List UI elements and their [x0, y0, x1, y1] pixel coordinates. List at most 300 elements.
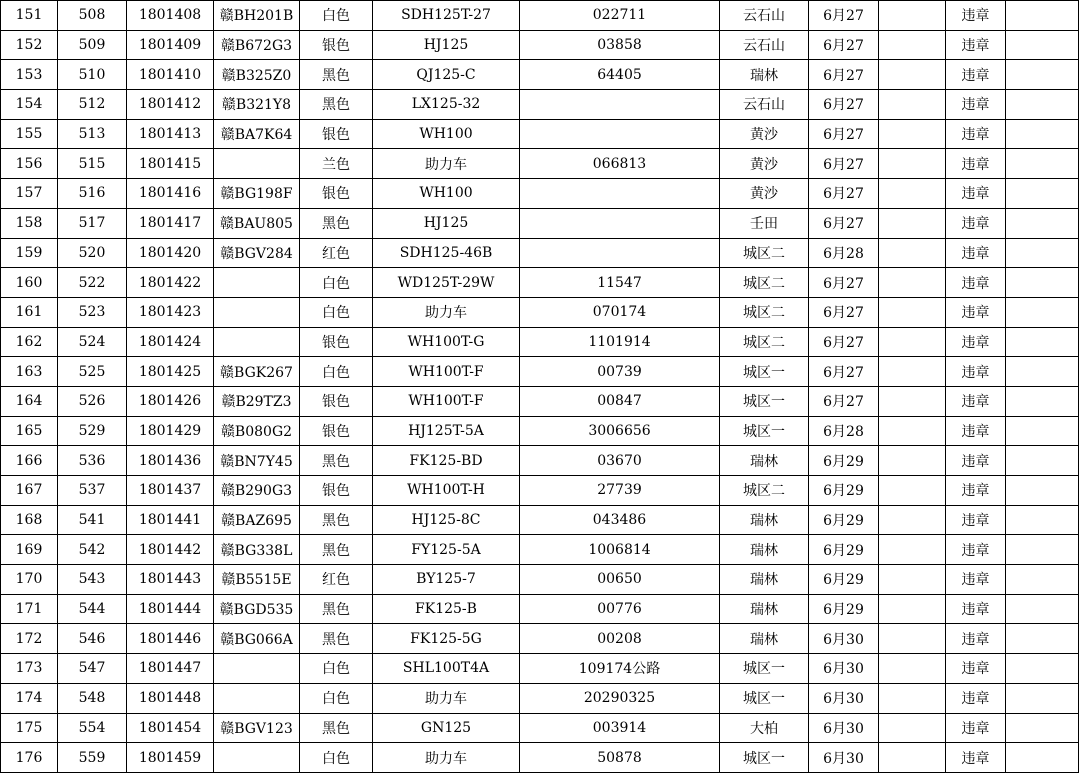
- cell-color: 黑色: [300, 90, 373, 120]
- cell-color: 白色: [300, 743, 373, 773]
- cell-number: 022711: [520, 1, 720, 31]
- cell-blank2: [1006, 654, 1079, 684]
- cell-plate: [214, 297, 300, 327]
- cell-date: 6月27: [809, 297, 879, 327]
- cell-location: 城区二: [720, 238, 809, 268]
- cell-code: 1801409: [127, 30, 214, 60]
- cell-date: 6月29: [809, 594, 879, 624]
- cell-color: 银色: [300, 119, 373, 149]
- table-row: [1, 624, 1079, 654]
- cell-number: 3006656: [520, 416, 720, 446]
- cell-color: 黑色: [300, 208, 373, 238]
- cell-status: 违章: [946, 1, 1006, 31]
- cell-blank: [879, 208, 946, 238]
- cell-color: 银色: [300, 30, 373, 60]
- cell-date: 6月30: [809, 683, 879, 713]
- cell-plate: 赣B290G3: [214, 476, 300, 506]
- cell-code: 1801424: [127, 327, 214, 357]
- cell-code: 1801446: [127, 624, 214, 654]
- cell-model: 助力车: [373, 743, 520, 773]
- cell-color: 银色: [300, 179, 373, 209]
- cell-model: GN125: [373, 713, 520, 743]
- cell-blank: [879, 119, 946, 149]
- cell-date: 6月29: [809, 476, 879, 506]
- cell-model: SDH125T-27: [373, 1, 520, 31]
- cell-plate: 赣B5515E: [214, 565, 300, 595]
- cell-seq: 175: [1, 713, 58, 743]
- cell-blank2: [1006, 505, 1079, 535]
- cell-status: 违章: [946, 624, 1006, 654]
- cell-seq: 152: [1, 30, 58, 60]
- cell-blank2: [1006, 297, 1079, 327]
- cell-blank2: [1006, 713, 1079, 743]
- cell-plate: 赣BG338L: [214, 535, 300, 565]
- cell-number: 043486: [520, 505, 720, 535]
- cell-seq: 173: [1, 654, 58, 684]
- cell-code: 1801454: [127, 713, 214, 743]
- cell-id: 520: [58, 238, 127, 268]
- cell-date: 6月27: [809, 90, 879, 120]
- cell-model: HJ125: [373, 208, 520, 238]
- cell-id: 548: [58, 683, 127, 713]
- cell-code: 1801459: [127, 743, 214, 773]
- cell-model: WH100: [373, 119, 520, 149]
- cell-date: 6月27: [809, 30, 879, 60]
- cell-code: 1801426: [127, 386, 214, 416]
- cell-status: 违章: [946, 30, 1006, 60]
- cell-code: 1801437: [127, 476, 214, 506]
- cell-id: 510: [58, 60, 127, 90]
- cell-plate: 赣B29TZ3: [214, 386, 300, 416]
- cell-id: 526: [58, 386, 127, 416]
- cell-blank: [879, 357, 946, 387]
- cell-date: 6月28: [809, 238, 879, 268]
- table-row: [1, 268, 1079, 298]
- cell-seq: 160: [1, 268, 58, 298]
- cell-code: 1801412: [127, 90, 214, 120]
- cell-code: 1801420: [127, 238, 214, 268]
- cell-blank2: [1006, 1, 1079, 31]
- cell-id: 515: [58, 149, 127, 179]
- table-row: [1, 60, 1079, 90]
- table-row: [1, 476, 1079, 506]
- cell-blank2: [1006, 743, 1079, 773]
- cell-blank: [879, 713, 946, 743]
- cell-blank2: [1006, 446, 1079, 476]
- cell-model: WH100T-F: [373, 357, 520, 387]
- cell-blank: [879, 30, 946, 60]
- cell-seq: 164: [1, 386, 58, 416]
- cell-date: 6月27: [809, 386, 879, 416]
- cell-number: 1006814: [520, 535, 720, 565]
- cell-code: 1801447: [127, 654, 214, 684]
- cell-id: 523: [58, 297, 127, 327]
- cell-location: 瑞林: [720, 565, 809, 595]
- cell-number: 11547: [520, 268, 720, 298]
- cell-location: 瑞林: [720, 505, 809, 535]
- cell-status: 违章: [946, 208, 1006, 238]
- table-row: [1, 238, 1079, 268]
- cell-seq: 157: [1, 179, 58, 209]
- cell-blank2: [1006, 416, 1079, 446]
- cell-status: 违章: [946, 505, 1006, 535]
- cell-number: 1101914: [520, 327, 720, 357]
- cell-status: 违章: [946, 268, 1006, 298]
- cell-blank2: [1006, 60, 1079, 90]
- cell-code: 1801442: [127, 535, 214, 565]
- cell-status: 违章: [946, 743, 1006, 773]
- cell-date: 6月27: [809, 60, 879, 90]
- cell-blank: [879, 594, 946, 624]
- cell-seq: 151: [1, 1, 58, 31]
- cell-date: 6月30: [809, 743, 879, 773]
- cell-model: SHL100T4A: [373, 654, 520, 684]
- cell-status: 违章: [946, 357, 1006, 387]
- cell-model: WH100T-G: [373, 327, 520, 357]
- cell-blank: [879, 386, 946, 416]
- cell-color: 白色: [300, 683, 373, 713]
- cell-color: 银色: [300, 386, 373, 416]
- cell-id: 544: [58, 594, 127, 624]
- cell-id: 508: [58, 1, 127, 31]
- cell-seq: 167: [1, 476, 58, 506]
- cell-id: 537: [58, 476, 127, 506]
- cell-blank: [879, 743, 946, 773]
- cell-blank: [879, 238, 946, 268]
- cell-code: 1801436: [127, 446, 214, 476]
- cell-location: 瑞林: [720, 535, 809, 565]
- cell-plate: 赣BAZ695: [214, 505, 300, 535]
- cell-blank2: [1006, 208, 1079, 238]
- table-body: [1, 1, 1079, 773]
- cell-model: 助力车: [373, 149, 520, 179]
- table-row: [1, 149, 1079, 179]
- cell-number: 27739: [520, 476, 720, 506]
- cell-color: 银色: [300, 416, 373, 446]
- cell-status: 违章: [946, 594, 1006, 624]
- cell-blank: [879, 565, 946, 595]
- cell-number: 03670: [520, 446, 720, 476]
- cell-code: 1801444: [127, 594, 214, 624]
- cell-location: 城区一: [720, 386, 809, 416]
- cell-date: 6月30: [809, 654, 879, 684]
- table-row: [1, 1, 1079, 31]
- cell-plate: [214, 268, 300, 298]
- cell-location: 云石山: [720, 30, 809, 60]
- cell-number: [520, 179, 720, 209]
- cell-code: 1801410: [127, 60, 214, 90]
- cell-blank2: [1006, 624, 1079, 654]
- cell-id: 542: [58, 535, 127, 565]
- cell-number: 20290325: [520, 683, 720, 713]
- cell-id: 547: [58, 654, 127, 684]
- cell-color: 兰色: [300, 149, 373, 179]
- cell-status: 违章: [946, 327, 1006, 357]
- table-row: [1, 505, 1079, 535]
- cell-color: 白色: [300, 654, 373, 684]
- cell-code: 1801441: [127, 505, 214, 535]
- cell-status: 违章: [946, 386, 1006, 416]
- table-row: [1, 446, 1079, 476]
- cell-number: [520, 208, 720, 238]
- cell-location: 黄沙: [720, 119, 809, 149]
- cell-plate: 赣BAU805: [214, 208, 300, 238]
- cell-date: 6月27: [809, 179, 879, 209]
- cell-color: 黑色: [300, 624, 373, 654]
- cell-id: 559: [58, 743, 127, 773]
- cell-seq: 174: [1, 683, 58, 713]
- cell-seq: 171: [1, 594, 58, 624]
- cell-blank2: [1006, 238, 1079, 268]
- cell-color: 红色: [300, 238, 373, 268]
- cell-location: 城区一: [720, 654, 809, 684]
- cell-blank2: [1006, 683, 1079, 713]
- cell-plate: 赣BA7K64: [214, 119, 300, 149]
- cell-blank: [879, 683, 946, 713]
- cell-seq: 156: [1, 149, 58, 179]
- cell-date: 6月27: [809, 208, 879, 238]
- cell-blank: [879, 1, 946, 31]
- cell-plate: 赣BG198F: [214, 179, 300, 209]
- cell-blank2: [1006, 119, 1079, 149]
- cell-blank2: [1006, 535, 1079, 565]
- cell-code: 1801429: [127, 416, 214, 446]
- cell-plate: 赣BGD535: [214, 594, 300, 624]
- cell-seq: 158: [1, 208, 58, 238]
- cell-blank: [879, 535, 946, 565]
- cell-status: 违章: [946, 446, 1006, 476]
- cell-plate: 赣BGV284: [214, 238, 300, 268]
- cell-seq: 168: [1, 505, 58, 535]
- cell-seq: 155: [1, 119, 58, 149]
- cell-plate: 赣BGK267: [214, 357, 300, 387]
- cell-id: 513: [58, 119, 127, 149]
- cell-seq: 154: [1, 90, 58, 120]
- cell-plate: [214, 743, 300, 773]
- cell-location: 云石山: [720, 90, 809, 120]
- cell-seq: 169: [1, 535, 58, 565]
- cell-id: 525: [58, 357, 127, 387]
- cell-code: 1801413: [127, 119, 214, 149]
- cell-color: 白色: [300, 357, 373, 387]
- cell-color: 黑色: [300, 535, 373, 565]
- cell-id: 512: [58, 90, 127, 120]
- cell-status: 违章: [946, 60, 1006, 90]
- cell-number: 00776: [520, 594, 720, 624]
- cell-model: WH100T-H: [373, 476, 520, 506]
- cell-number: 00739: [520, 357, 720, 387]
- cell-plate: 赣B080G2: [214, 416, 300, 446]
- cell-number: [520, 119, 720, 149]
- cell-model: FK125-5G: [373, 624, 520, 654]
- cell-blank: [879, 624, 946, 654]
- table-row: [1, 327, 1079, 357]
- cell-model: FK125-BD: [373, 446, 520, 476]
- cell-code: 1801416: [127, 179, 214, 209]
- cell-status: 违章: [946, 713, 1006, 743]
- cell-status: 违章: [946, 683, 1006, 713]
- cell-location: 云石山: [720, 1, 809, 31]
- cell-blank2: [1006, 90, 1079, 120]
- table-row: [1, 119, 1079, 149]
- cell-id: 509: [58, 30, 127, 60]
- cell-blank: [879, 446, 946, 476]
- cell-location: 城区二: [720, 476, 809, 506]
- cell-number: [520, 90, 720, 120]
- cell-blank: [879, 268, 946, 298]
- cell-location: 城区一: [720, 357, 809, 387]
- cell-blank: [879, 297, 946, 327]
- cell-status: 违章: [946, 565, 1006, 595]
- cell-location: 瑞林: [720, 60, 809, 90]
- cell-blank2: [1006, 565, 1079, 595]
- cell-code: 1801415: [127, 149, 214, 179]
- cell-color: 黑色: [300, 505, 373, 535]
- cell-id: 517: [58, 208, 127, 238]
- cell-plate: 赣B321Y8: [214, 90, 300, 120]
- cell-seq: 162: [1, 327, 58, 357]
- cell-blank2: [1006, 179, 1079, 209]
- cell-plate: 赣B325Z0: [214, 60, 300, 90]
- table-row: [1, 30, 1079, 60]
- cell-color: 黑色: [300, 594, 373, 624]
- cell-seq: 163: [1, 357, 58, 387]
- table-row: [1, 179, 1079, 209]
- cell-date: 6月27: [809, 268, 879, 298]
- cell-id: 516: [58, 179, 127, 209]
- cell-id: 541: [58, 505, 127, 535]
- cell-blank: [879, 327, 946, 357]
- cell-blank2: [1006, 149, 1079, 179]
- table-row: [1, 535, 1079, 565]
- cell-code: 1801408: [127, 1, 214, 31]
- cell-number: 03858: [520, 30, 720, 60]
- table-row: [1, 743, 1079, 773]
- cell-status: 违章: [946, 297, 1006, 327]
- cell-id: 543: [58, 565, 127, 595]
- table-row: [1, 90, 1079, 120]
- cell-blank2: [1006, 327, 1079, 357]
- cell-status: 违章: [946, 416, 1006, 446]
- table-row: [1, 565, 1079, 595]
- cell-model: FY125-5A: [373, 535, 520, 565]
- cell-date: 6月27: [809, 119, 879, 149]
- cell-location: 瑞林: [720, 594, 809, 624]
- cell-status: 违章: [946, 476, 1006, 506]
- cell-model: FK125-B: [373, 594, 520, 624]
- cell-model: LX125-32: [373, 90, 520, 120]
- cell-code: 1801417: [127, 208, 214, 238]
- cell-location: 大柏: [720, 713, 809, 743]
- cell-number: 50878: [520, 743, 720, 773]
- cell-color: 白色: [300, 297, 373, 327]
- cell-model: HJ125-8C: [373, 505, 520, 535]
- table-row: [1, 386, 1079, 416]
- cell-plate: 赣BN7Y45: [214, 446, 300, 476]
- cell-model: HJ125: [373, 30, 520, 60]
- cell-date: 6月28: [809, 416, 879, 446]
- cell-number: 00847: [520, 386, 720, 416]
- cell-date: 6月27: [809, 149, 879, 179]
- cell-model: QJ125-C: [373, 60, 520, 90]
- cell-location: 瑞林: [720, 446, 809, 476]
- cell-id: 554: [58, 713, 127, 743]
- cell-number: 070174: [520, 297, 720, 327]
- cell-location: 壬田: [720, 208, 809, 238]
- cell-location: 城区一: [720, 683, 809, 713]
- table-row: [1, 357, 1079, 387]
- cell-model: WH100: [373, 179, 520, 209]
- cell-date: 6月27: [809, 1, 879, 31]
- cell-date: 6月29: [809, 565, 879, 595]
- cell-date: 6月29: [809, 505, 879, 535]
- cell-status: 违章: [946, 119, 1006, 149]
- cell-plate: 赣BGV123: [214, 713, 300, 743]
- cell-location: 城区二: [720, 268, 809, 298]
- cell-seq: 170: [1, 565, 58, 595]
- cell-seq: 153: [1, 60, 58, 90]
- cell-date: 6月29: [809, 535, 879, 565]
- cell-number: 00650: [520, 565, 720, 595]
- cell-blank: [879, 416, 946, 446]
- cell-date: 6月30: [809, 624, 879, 654]
- cell-date: 6月27: [809, 357, 879, 387]
- cell-blank: [879, 60, 946, 90]
- cell-plate: 赣B672G3: [214, 30, 300, 60]
- cell-number: 64405: [520, 60, 720, 90]
- cell-id: 536: [58, 446, 127, 476]
- cell-id: 529: [58, 416, 127, 446]
- cell-location: 城区二: [720, 297, 809, 327]
- cell-location: 黄沙: [720, 179, 809, 209]
- cell-number: 00208: [520, 624, 720, 654]
- cell-color: 黑色: [300, 713, 373, 743]
- cell-location: 城区一: [720, 416, 809, 446]
- cell-date: 6月29: [809, 446, 879, 476]
- cell-blank2: [1006, 476, 1079, 506]
- cell-status: 违章: [946, 90, 1006, 120]
- cell-location: 黄沙: [720, 149, 809, 179]
- cell-id: 524: [58, 327, 127, 357]
- cell-plate: [214, 654, 300, 684]
- cell-seq: 166: [1, 446, 58, 476]
- cell-model: HJ125T-5A: [373, 416, 520, 446]
- cell-code: 1801448: [127, 683, 214, 713]
- cell-plate: [214, 327, 300, 357]
- cell-color: 红色: [300, 565, 373, 595]
- cell-code: 1801443: [127, 565, 214, 595]
- cell-blank: [879, 505, 946, 535]
- cell-color: 白色: [300, 268, 373, 298]
- cell-blank2: [1006, 268, 1079, 298]
- cell-status: 违章: [946, 654, 1006, 684]
- cell-model: BY125-7: [373, 565, 520, 595]
- cell-seq: 165: [1, 416, 58, 446]
- cell-blank2: [1006, 357, 1079, 387]
- cell-location: 城区二: [720, 327, 809, 357]
- cell-model: WD125T-29W: [373, 268, 520, 298]
- cell-date: 6月30: [809, 713, 879, 743]
- cell-blank: [879, 654, 946, 684]
- cell-code: 1801422: [127, 268, 214, 298]
- cell-id: 546: [58, 624, 127, 654]
- cell-location: 瑞林: [720, 624, 809, 654]
- cell-code: 1801425: [127, 357, 214, 387]
- cell-color: 黑色: [300, 446, 373, 476]
- cell-model: 助力车: [373, 683, 520, 713]
- cell-seq: 172: [1, 624, 58, 654]
- cell-color: 银色: [300, 476, 373, 506]
